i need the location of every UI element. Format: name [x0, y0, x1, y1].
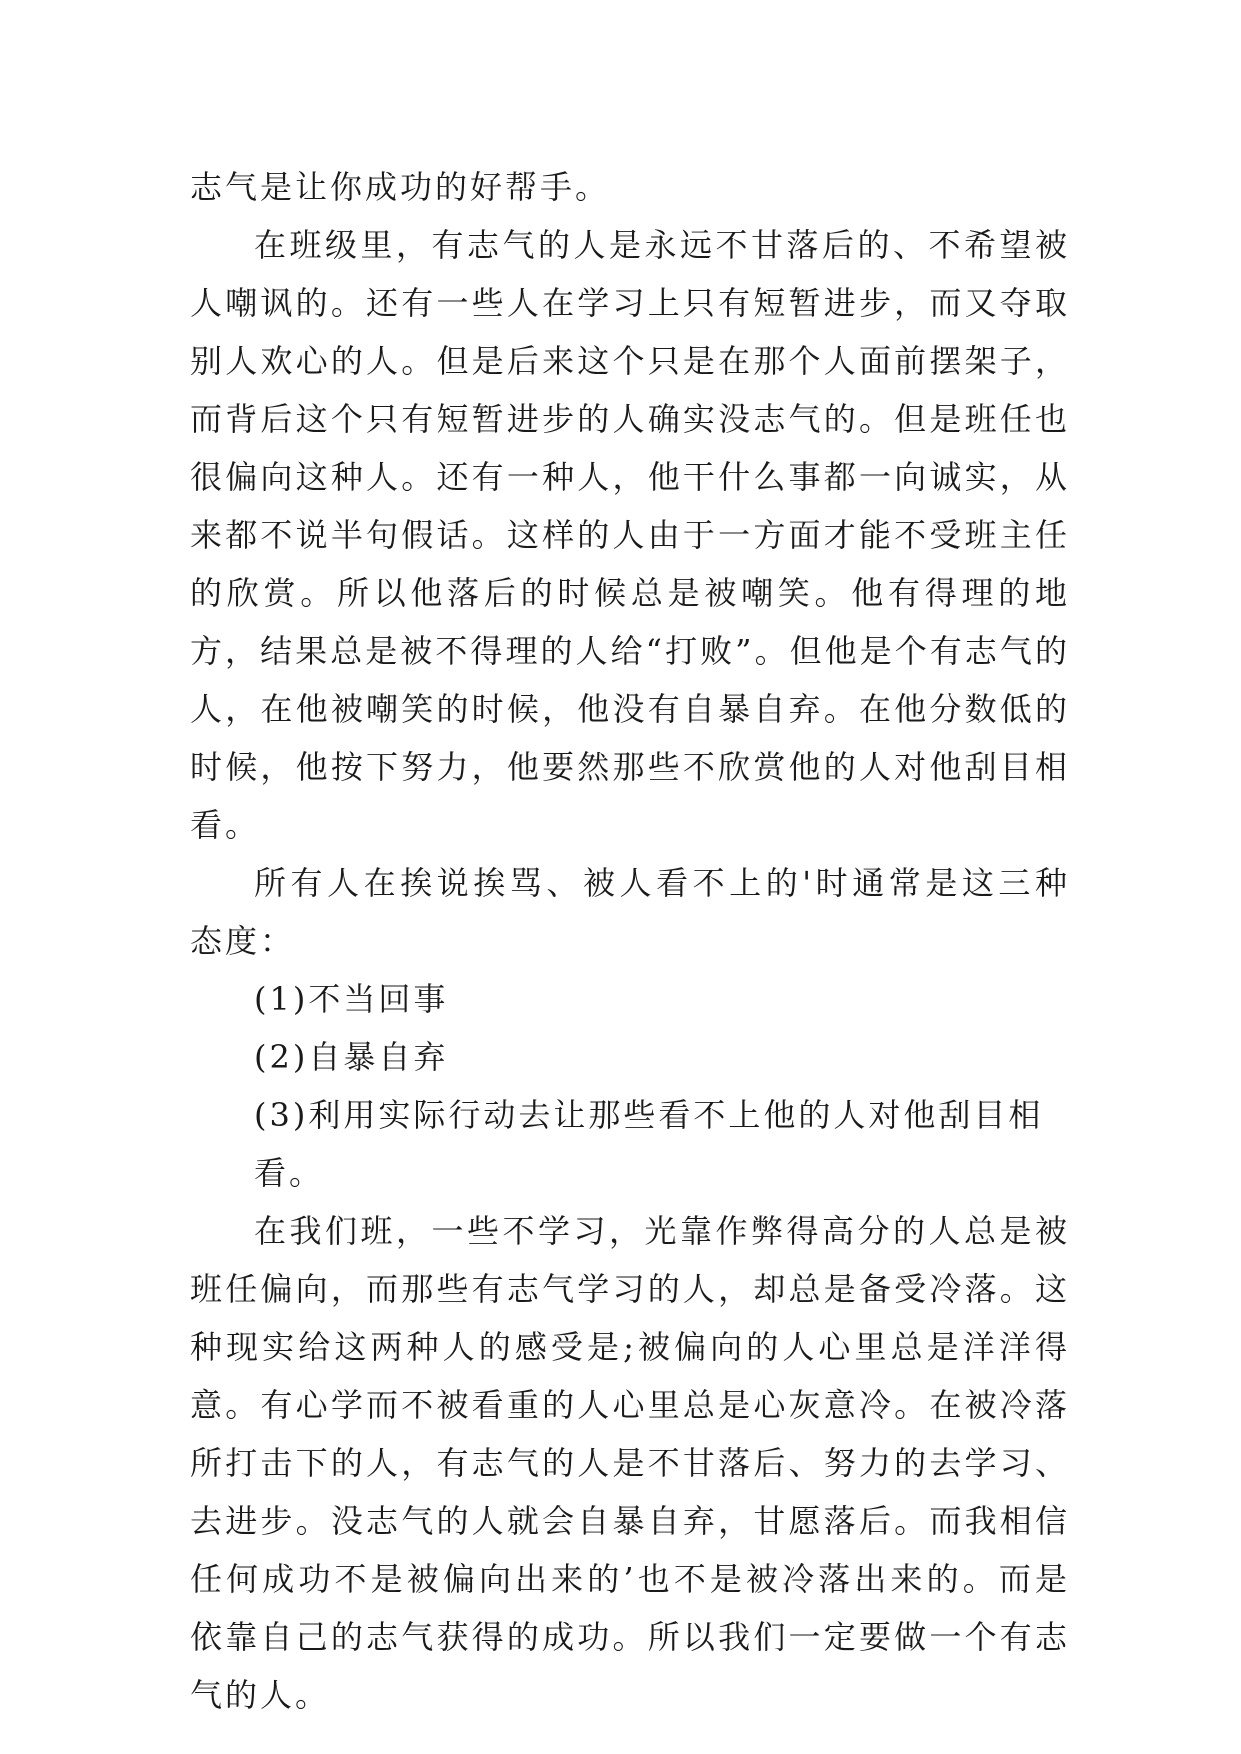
paragraph-opening-line: 志气是让你成功的好帮手。: [190, 168, 611, 206]
document-body: [190, 158, 1070, 1724]
paragraph-class-description: 在班级里，有志气的人是永远不甘落后的、不希望被人嘲讽的。还有一些人在学习上只有短暂进步，而又夺取别人欢心的人。但是后来这个只是在那个人面前摆架子，而背后这个只有短暂进步的人确实没志气的。但是班任也很偏向这种人。还有一种人，他干什么事都一向诚实，从来都不说半句假话。这样的人由于一方面才能不受班主任的欣赏。所以他落后的时候总是被嘲笑。他有得理的地方，结果总是被不得理的人给“打败”。但他是个有志气的人，在他被嘲笑的时候，他没有自暴自弃。在他分数低的时候，他按下努力，他要然那些不欣赏他的人对他刮目相看。: [190, 226, 1070, 844]
paragraph-closing: 在我们班，一些不学习，光靠作弊得高分的人总是被班任偏向，而那些有志气学习的人，却总是备受冷落。这种现实给这两种人的感受是;被偏向的人心里总是洋洋得意。有心学而不被看重的人心里总是心灰意冷。在被冷落所打击下的人，有志气的人是不甘落后、努力的去学习、去进步。没志气的人就会自暴自弃，甘愿落后。而我相信任何成功不是被偏向出来的’也不是被冷落出来的。而是依靠自己的志气获得的成功。所以我们一定要做一个有志气的人。: [190, 1212, 1070, 1714]
paragraph-three-attitudes-intro: 所有人在挨说挨骂、被人看不上的'时通常是这三种态度：: [190, 864, 1070, 960]
list-item-attitude-3: (3)利用实际行动去让那些看不上他的人对他刮目相看。: [254, 1096, 1044, 1192]
list-item-attitude-2: (2)自暴自弃: [254, 1038, 449, 1076]
list-item-attitude-1: (1)不当回事: [254, 980, 449, 1018]
